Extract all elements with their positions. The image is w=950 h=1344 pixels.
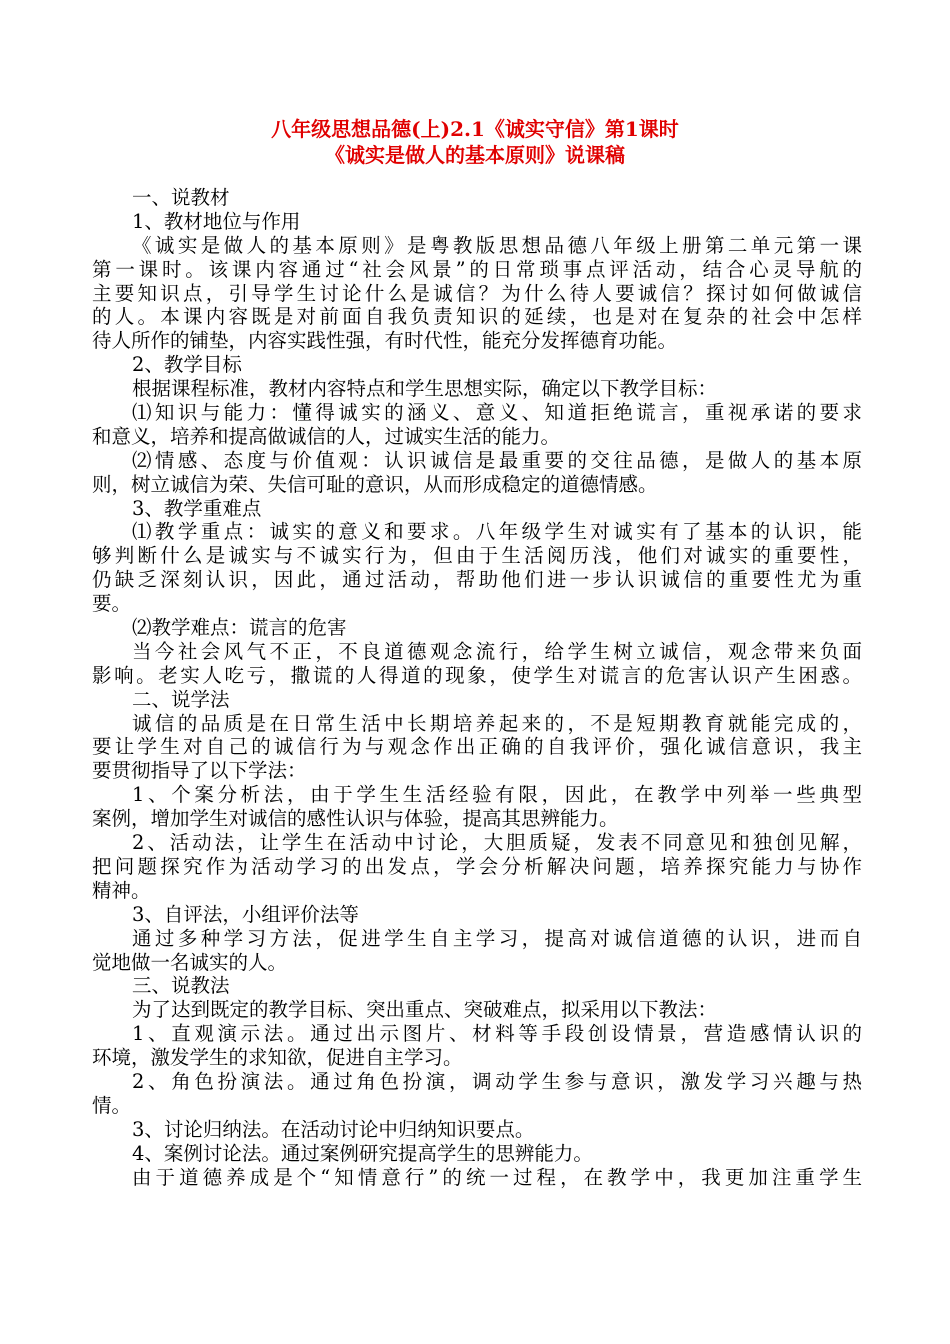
paragraph-line: 为了达到既定的教学目标、突出重点、突破难点，拟采用以下教法： [132,998,718,1022]
document-body [92,186,862,1189]
paragraph-line: 主要知识点，引导学生讨论什么是诚信？为什么待人要诚信？探讨如何做诚信 [92,281,862,305]
paragraph-line: 2、角色扮演法。通过角色扮演，调动学生参与意识，激发学习兴趣与热 [132,1069,862,1093]
paragraph-line: 要。 [92,592,132,616]
paragraph-line: 3、自评法，小组评价法等 [132,902,359,926]
paragraph-line: 通过多种学习方法，促进学生自主学习，提高对诚信道德的认识，进而自 [132,926,862,950]
paragraph-line: 环境，激发学生的求知欲，促进自主学习。 [92,1046,463,1070]
paragraph-line: 三、说教法 [132,974,230,998]
paragraph-line: 情。 [92,1093,132,1117]
paragraph-line: 一、说教材 [132,186,230,209]
paragraph-line: 则，树立诚信为荣、失信可耻的意识，从而形成稳定的道德情感。 [92,472,658,496]
paragraph-line: 要贯彻指导了以下学法： [92,759,307,783]
document-title-line-2: 《诚实是做人的基本原则》说课稿 [325,143,625,167]
paragraph-line: 精神。 [92,878,151,902]
paragraph-line: ⑴教学重点：诚实的意义和要求。八年级学生对诚实有了基本的认识，能 [132,520,862,544]
paragraph-line: 根据课程标准，教材内容特点和学生思想实际，确定以下教学目标： [132,377,718,401]
paragraph-line: 第一课时。该课内容通过“社会风景”的日常琐事点评活动，结合心灵导航的 [92,257,862,281]
paragraph-line: 影响。老实人吃亏，撒谎的人得道的现象，使学生对谎言的危害认识产生困惑。 [92,663,862,687]
paragraph-line: 《诚实是做人的基本原则》是粤教版思想品德八年级上册第二单元第一课 [132,233,862,257]
paragraph-line: 案例，增加学生对诚信的感性认识与体验，提高其思辨能力。 [92,807,619,831]
paragraph-line: 把问题探究作为活动学习的出发点，学会分析解决问题，培养探究能力与协作 [92,854,862,878]
paragraph-line: 1、教材地位与作用 [132,209,301,233]
paragraph-line: 待人所作的铺垫，内容实践性强，有时代性，能充分发挥德育功能。 [92,329,678,353]
paragraph-line: ⑵情感、态度与价值观：认识诚信是最重要的交往品德，是做人的基本原 [132,448,862,472]
paragraph-line: 1、直观演示法。通过出示图片、材料等手段创设情景，营造感情认识的 [132,1022,862,1046]
paragraph-line: 仍缺乏深刻认识，因此，通过活动，帮助他们进一步认识诚信的重要性尤为重 [92,568,862,592]
document-title-line-1: 八年级思想品德(上)2.1《诚实守信》第1课时 [271,117,679,141]
paragraph-line: 1、个案分析法，由于学生生活经验有限，因此，在教学中列举一些典型 [132,783,862,807]
paragraph-line: 由于道德养成是个“知情意行”的统一过程，在教学中，我更加注重学生 [132,1165,862,1189]
paragraph-line: 诚信的品质是在日常生活中长期培养起来的，不是短期教育就能完成的， [132,711,862,735]
paragraph-line: 要让学生对自己的诚信行为与观念作出正确的自我评价，强化诚信意识，我主 [92,735,862,759]
paragraph-line: 和意义，培养和提高做诚信的人，过诚实生活的能力。 [92,424,561,448]
paragraph-line: 的人。本课内容既是对前面自我负责知识的延续，也是对在复杂的社会中怎样 [92,305,862,329]
paragraph-line: 觉地做一名诚实的人。 [92,950,288,974]
paragraph-line: ⑵教学难点：谎言的危害 [132,616,347,640]
paragraph-line: 够判断什么是诚实与不诚实行为，但由于生活阅历浅，他们对诚实的重要性， [92,544,862,568]
paragraph-line: 4、案例讨论法。通过案例研究提高学生的思辨能力。 [132,1141,593,1165]
paragraph-line: 2、教学目标 [132,353,242,377]
paragraph-line: ⑴知识与能力：懂得诚实的涵义、意义、知道拒绝谎言，重视承诺的要求 [132,401,862,425]
paragraph-line: 二、说学法 [132,687,230,711]
paragraph-line: 3、教学重难点 [132,496,262,520]
paragraph-line: 2、活动法，让学生在活动中讨论，大胆质疑，发表不同意见和独创见解， [132,831,862,855]
paragraph-line: 3、讨论归纳法。在活动讨论中归纳知识要点。 [132,1117,535,1141]
paragraph-line: 当今社会风气不正，不良道德观念流行，给学生树立诚信，观念带来负面 [132,639,862,663]
